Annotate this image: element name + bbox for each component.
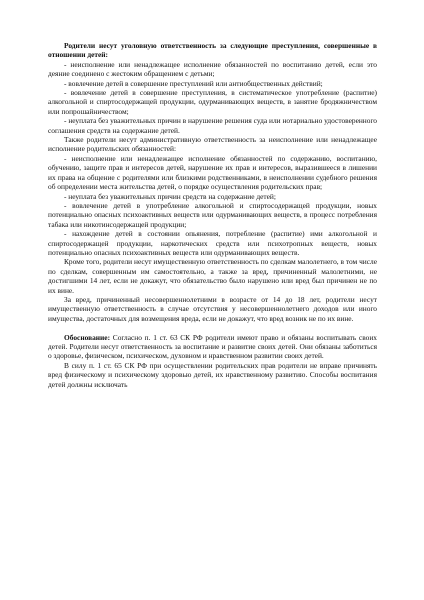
- property-liability-paragraph: За вред, причиненный несовершеннолетними в возрасте от 14 до 18 лет, родители несут имущественную ответственность в случае отсутствия у несовершеннолетнего доходов или иного имущества, достаточных для возмещения вреда, если не докажут, что вред возник не по их вине.: [48, 294, 377, 323]
- administrative-liability-intro: Также родители несут административную ответственность за неисполнение или ненадлежащее исполнение родительских обязанностей:: [48, 135, 377, 154]
- administrative-liability-item: - вовлечение детей в употребление алкогольной и спиртосодержащей продукции, новых потенциально опасных психоактивных веществ или одурманивающих веществ, в процесс потребления табака или никотинсодержащей продукции;: [48, 200, 377, 229]
- criminal-liability-item: - вовлечение детей в совершение преступления, в систематическое употребление (распитие) алкогольной и спиртосодержащей продукции, одурманивающих веществ, в занятие бродяжничеством или попрошайничеством;: [48, 88, 377, 116]
- criminal-liability-heading: Родители несут уголовную ответственность за следующие преступления, совершенные в отношении детей:: [48, 41, 377, 60]
- basis-paragraph-2: В силу п. 1 ст. 65 СК РФ при осуществлении родительских прав родители не вправе причинять вред физическому и психическому здоровью детей, их нравственному развитию. Способы воспитания детей должны исключать: [48, 360, 377, 389]
- basis-label: Обоснование:: [64, 332, 111, 342]
- administrative-liability-item: - неисполнение или ненадлежащее исполнение обязанностей по содержанию, воспитанию, обучению, защите прав и интересов детей, нарушение их прав и интересов, выразившееся в лишении их права на общение с родителями или близкими родственниками, в неисполнении судебного решения об определении места жительства детей, о порядке осуществления родительских прав;: [48, 153, 377, 192]
- administrative-liability-item: - нахождение детей в состоянии опьянения, потребление (распитие) ими алкогольной и спиртосодержащей продукции, наркотических средств или психотропных веществ, новых потенциально опасных психоактивных веществ или одурманивающих веществ.: [48, 229, 377, 257]
- criminal-liability-item: - неисполнение или ненадлежащее исполнение обязанностей по воспитанию детей, если это деяние соединено с жестоким обращением с детьми;: [48, 59, 377, 79]
- property-liability-paragraph: Кроме того, родители несут имущественную ответственность по сделкам малолетнего, в том числе по сделкам, совершенным им самостоятельно, а также за вред, причиненный малолетними, не достигшими 14 лет, если не докажут, что обязательство было нарушено или вред был причинен не по их вине.: [48, 257, 377, 295]
- administrative-liability-item: - неуплата без уважительных причин средств на содержание детей;: [64, 191, 276, 201]
- basis-paragraph: [48, 333, 377, 361]
- criminal-liability-item: - неуплата без уважительных причин в нарушение решения суда или нотариально удостоверенного соглашения средств на содержание детей.: [48, 116, 377, 135]
- paragraph-spacer: [48, 323, 377, 332]
- criminal-liability-item: - вовлечение детей в совершение преступлений или антиобщественных действий;: [64, 78, 323, 88]
- basis-text: Согласно п. 1 ст. 63 СК РФ родители имеют право и обязаны воспитывать своих детей. Родители несут ответственность за воспитание и развитие своих детей. Они обязаны заботиться о здоровье, физическом, психическом, духовном и нравственном развитии своих детей.: [48, 332, 377, 361]
